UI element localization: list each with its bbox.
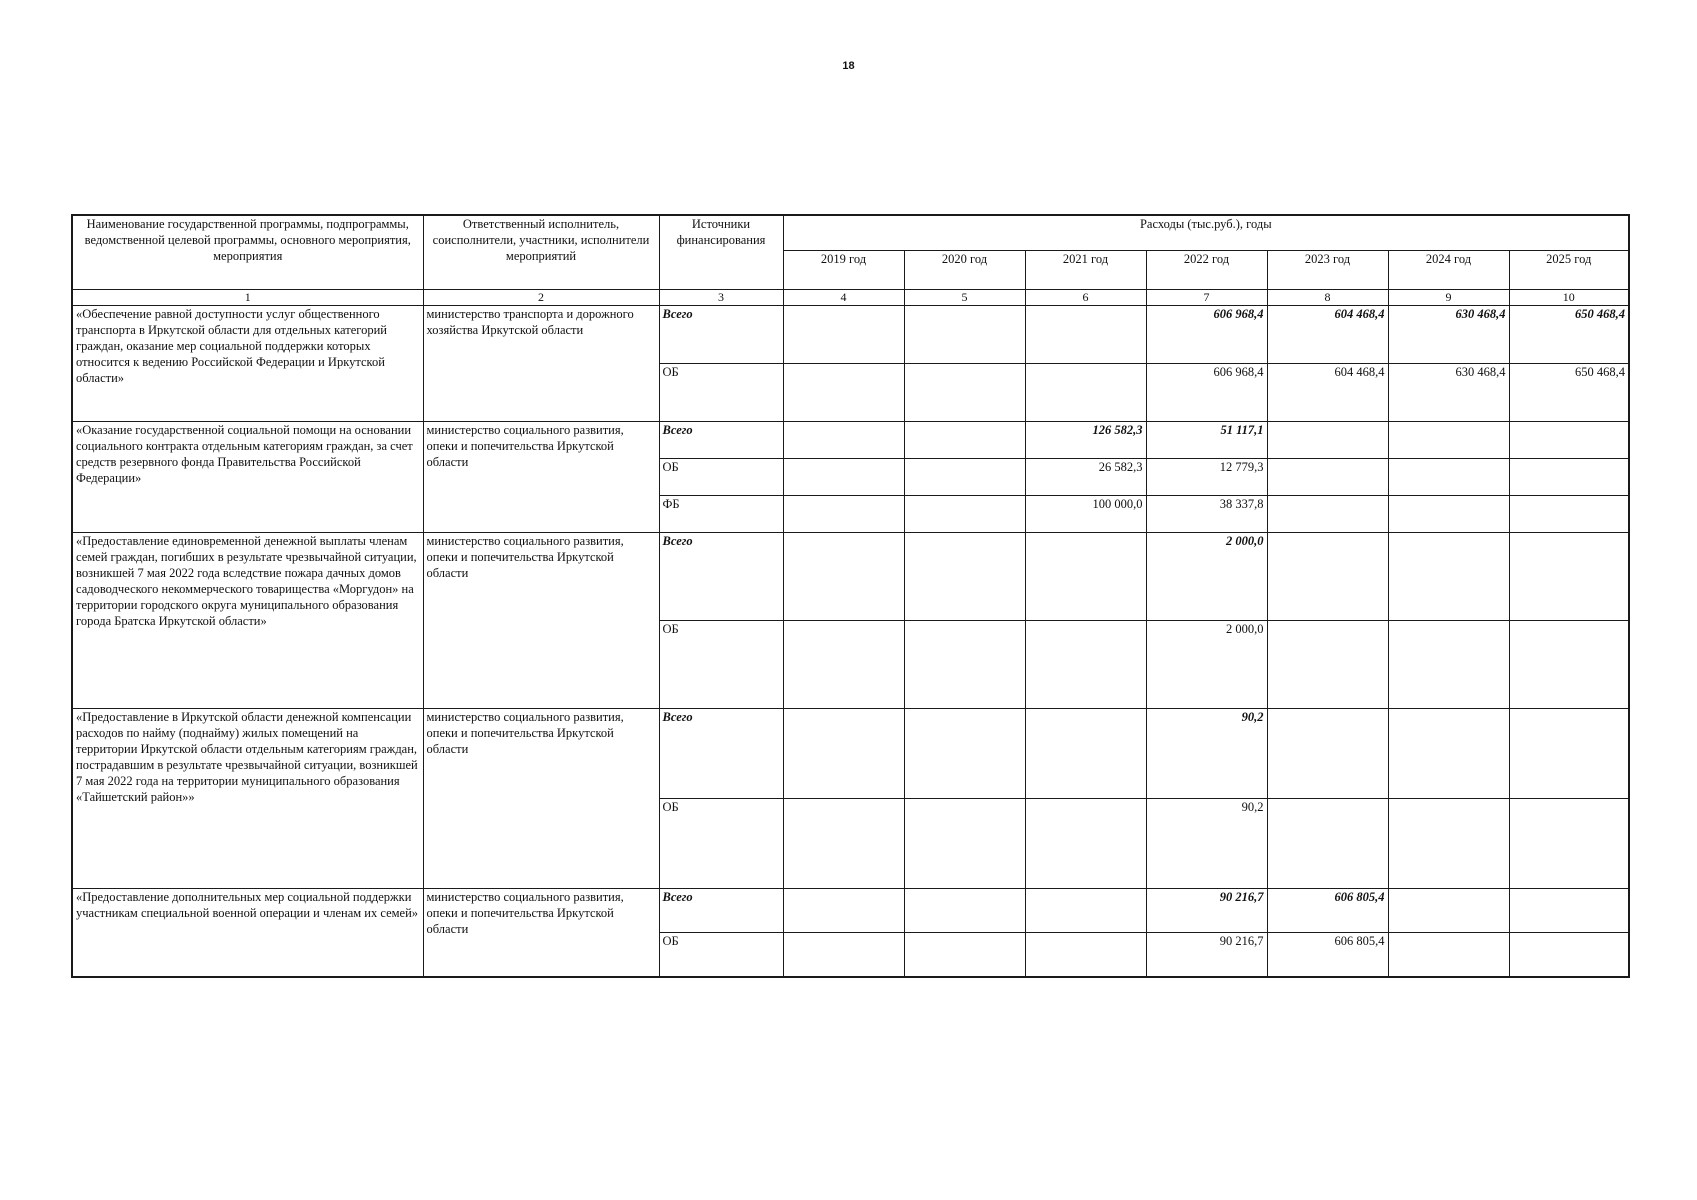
expense-value: 100 000,0	[1025, 496, 1146, 533]
expense-value	[904, 799, 1025, 889]
expense-value	[783, 459, 904, 496]
column-number: 3	[659, 290, 783, 306]
expense-value	[1509, 422, 1629, 459]
expense-value	[1509, 533, 1629, 621]
column-number: 8	[1267, 290, 1388, 306]
expense-value: 90,2	[1146, 799, 1267, 889]
expense-value	[1025, 621, 1146, 709]
expense-value	[1509, 496, 1629, 533]
expense-value	[1509, 933, 1629, 977]
header-year: 2024 год	[1388, 251, 1509, 290]
column-number: 7	[1146, 290, 1267, 306]
expense-value: 606 805,4	[1267, 889, 1388, 933]
table-row	[72, 889, 1629, 933]
responsible-executor: министерство социального развития, опеки и попечительства Иркутской области	[423, 889, 659, 977]
activity-name: «Предоставление единовременной денежной выплаты членам семей граждан, погибших в результате чрезвычайной ситуации, возникшей 7 мая 2022 года вследствие пожара дачных домов садоводческого некоммерческого товарищества «Моргудон» на территории городского округа муниципального образования города Братска Иркутской области»	[72, 533, 423, 709]
expense-value: 2 000,0	[1146, 621, 1267, 709]
expense-value: 51 117,1	[1146, 422, 1267, 459]
expense-value: 12 779,3	[1146, 459, 1267, 496]
expense-value: 38 337,8	[1146, 496, 1267, 533]
header-year: 2020 год	[904, 251, 1025, 290]
expense-value	[783, 799, 904, 889]
expense-value	[783, 496, 904, 533]
header-executor: Ответственный исполнитель, соисполнители, участники, исполнители мероприятий	[423, 215, 659, 290]
expense-value: 604 468,4	[1267, 306, 1388, 364]
expense-value: 650 468,4	[1509, 306, 1629, 364]
expense-value	[783, 709, 904, 799]
expense-value	[1025, 799, 1146, 889]
expense-value	[904, 306, 1025, 364]
expense-value	[1509, 459, 1629, 496]
table-row	[72, 709, 1629, 799]
funding-source: Всего	[659, 422, 783, 459]
expense-value	[783, 533, 904, 621]
expense-value	[1267, 799, 1388, 889]
column-number: 1	[72, 290, 423, 306]
responsible-executor: министерство транспорта и дорожного хозяйства Иркутской области	[423, 306, 659, 422]
responsible-executor: министерство социального развития, опеки и попечительства Иркутской области	[423, 422, 659, 533]
header-year: 2022 год	[1146, 251, 1267, 290]
activity-name: «Предоставление дополнительных мер социальной поддержки участникам специальной военной операции и членам их семей»	[72, 889, 423, 977]
expense-value	[1025, 709, 1146, 799]
table-body	[72, 306, 1629, 977]
expense-value	[904, 422, 1025, 459]
expense-value	[1388, 533, 1509, 621]
expense-value: 604 468,4	[1267, 364, 1388, 422]
expense-value	[1025, 364, 1146, 422]
responsible-executor: министерство социального развития, опеки и попечительства Иркутской области	[423, 709, 659, 889]
expense-value	[1388, 496, 1509, 533]
expense-value	[783, 621, 904, 709]
activity-name: «Обеспечение равной доступности услуг общественного транспорта в Иркутской области для отдельных категорий граждан, оказание мер социальной поддержки которых относится к ведению Российской Федерации и Иркутской области»	[72, 306, 423, 422]
expense-value	[1267, 621, 1388, 709]
funding-source: Всего	[659, 889, 783, 933]
expense-value	[1388, 933, 1509, 977]
column-number: 5	[904, 290, 1025, 306]
expense-value	[1025, 889, 1146, 933]
expense-value	[1267, 496, 1388, 533]
expense-value	[904, 533, 1025, 621]
funding-source: Всего	[659, 306, 783, 364]
column-number: 6	[1025, 290, 1146, 306]
expense-value	[783, 933, 904, 977]
expense-value: 90,2	[1146, 709, 1267, 799]
expense-value: 606 968,4	[1146, 364, 1267, 422]
expense-value	[904, 889, 1025, 933]
funding-source: ОБ	[659, 933, 783, 977]
expense-value	[1388, 621, 1509, 709]
column-number: 9	[1388, 290, 1509, 306]
header-year: 2021 год	[1025, 251, 1146, 290]
expense-value	[904, 621, 1025, 709]
header-name: Наименование государственной программы, подпрограммы, ведомственной целевой программы, основного мероприятия, мероприятия	[72, 215, 423, 290]
expense-value	[1267, 422, 1388, 459]
expense-value	[1025, 533, 1146, 621]
expense-value	[1388, 422, 1509, 459]
column-number: 10	[1509, 290, 1629, 306]
expense-value: 2 000,0	[1146, 533, 1267, 621]
expense-value	[1509, 889, 1629, 933]
funding-source: ОБ	[659, 459, 783, 496]
expense-value	[904, 364, 1025, 422]
expense-value	[1388, 799, 1509, 889]
header-year: 2019 год	[783, 251, 904, 290]
page-number: 18	[842, 60, 855, 72]
expense-value	[1025, 306, 1146, 364]
expense-value: 650 468,4	[1509, 364, 1629, 422]
activity-name: «Оказание государственной социальной помощи на основании социального контракта отдельным категориям граждан, за счет средств резервного фонда Правительства Российской Федерации»	[72, 422, 423, 533]
header-expenses: Расходы (тыс.руб.), годы	[783, 215, 1629, 251]
expense-value: 630 468,4	[1388, 306, 1509, 364]
expense-value	[904, 459, 1025, 496]
expense-value: 90 216,7	[1146, 933, 1267, 977]
table-row	[72, 306, 1629, 364]
header-year: 2023 год	[1267, 251, 1388, 290]
expense-value	[1388, 889, 1509, 933]
column-number-row	[72, 290, 1629, 306]
column-number: 4	[783, 290, 904, 306]
expense-value: 630 468,4	[1388, 364, 1509, 422]
header-source: Источники финансирования	[659, 215, 783, 290]
table-row	[72, 533, 1629, 621]
expense-value: 26 582,3	[1025, 459, 1146, 496]
expense-value	[1388, 459, 1509, 496]
funding-source: ОБ	[659, 364, 783, 422]
funding-source: Всего	[659, 709, 783, 799]
expense-value: 606 805,4	[1267, 933, 1388, 977]
activity-name: «Предоставление в Иркутской области денежной компенсации расходов по найму (поднайму) жилых помещений на территории Иркутской области отдельным категориям граждан, пострадавшим в результате чрезвычайной ситуации, возникшей 7 мая 2022 года на территории муниципального образования «Тайшетский район»»	[72, 709, 423, 889]
expense-value	[783, 889, 904, 933]
funding-source: ОБ	[659, 621, 783, 709]
expense-value	[1509, 799, 1629, 889]
expense-value: 90 216,7	[1146, 889, 1267, 933]
expense-value	[783, 364, 904, 422]
expense-value	[1509, 709, 1629, 799]
budget-table	[71, 214, 1630, 978]
expense-value	[1267, 709, 1388, 799]
expense-value	[1388, 709, 1509, 799]
responsible-executor: министерство социального развития, опеки и попечительства Иркутской области	[423, 533, 659, 709]
expense-value	[904, 496, 1025, 533]
expense-value	[783, 306, 904, 364]
table-row	[72, 422, 1629, 459]
expense-value	[1509, 621, 1629, 709]
funding-source: ФБ	[659, 496, 783, 533]
expense-value: 606 968,4	[1146, 306, 1267, 364]
header-year: 2025 год	[1509, 251, 1629, 290]
expense-value	[904, 933, 1025, 977]
expense-value	[783, 422, 904, 459]
expense-value	[1025, 933, 1146, 977]
expense-value	[1267, 459, 1388, 496]
column-number: 2	[423, 290, 659, 306]
funding-source: ОБ	[659, 799, 783, 889]
funding-source: Всего	[659, 533, 783, 621]
expense-value	[1267, 533, 1388, 621]
expense-value: 126 582,3	[1025, 422, 1146, 459]
expense-value	[904, 709, 1025, 799]
